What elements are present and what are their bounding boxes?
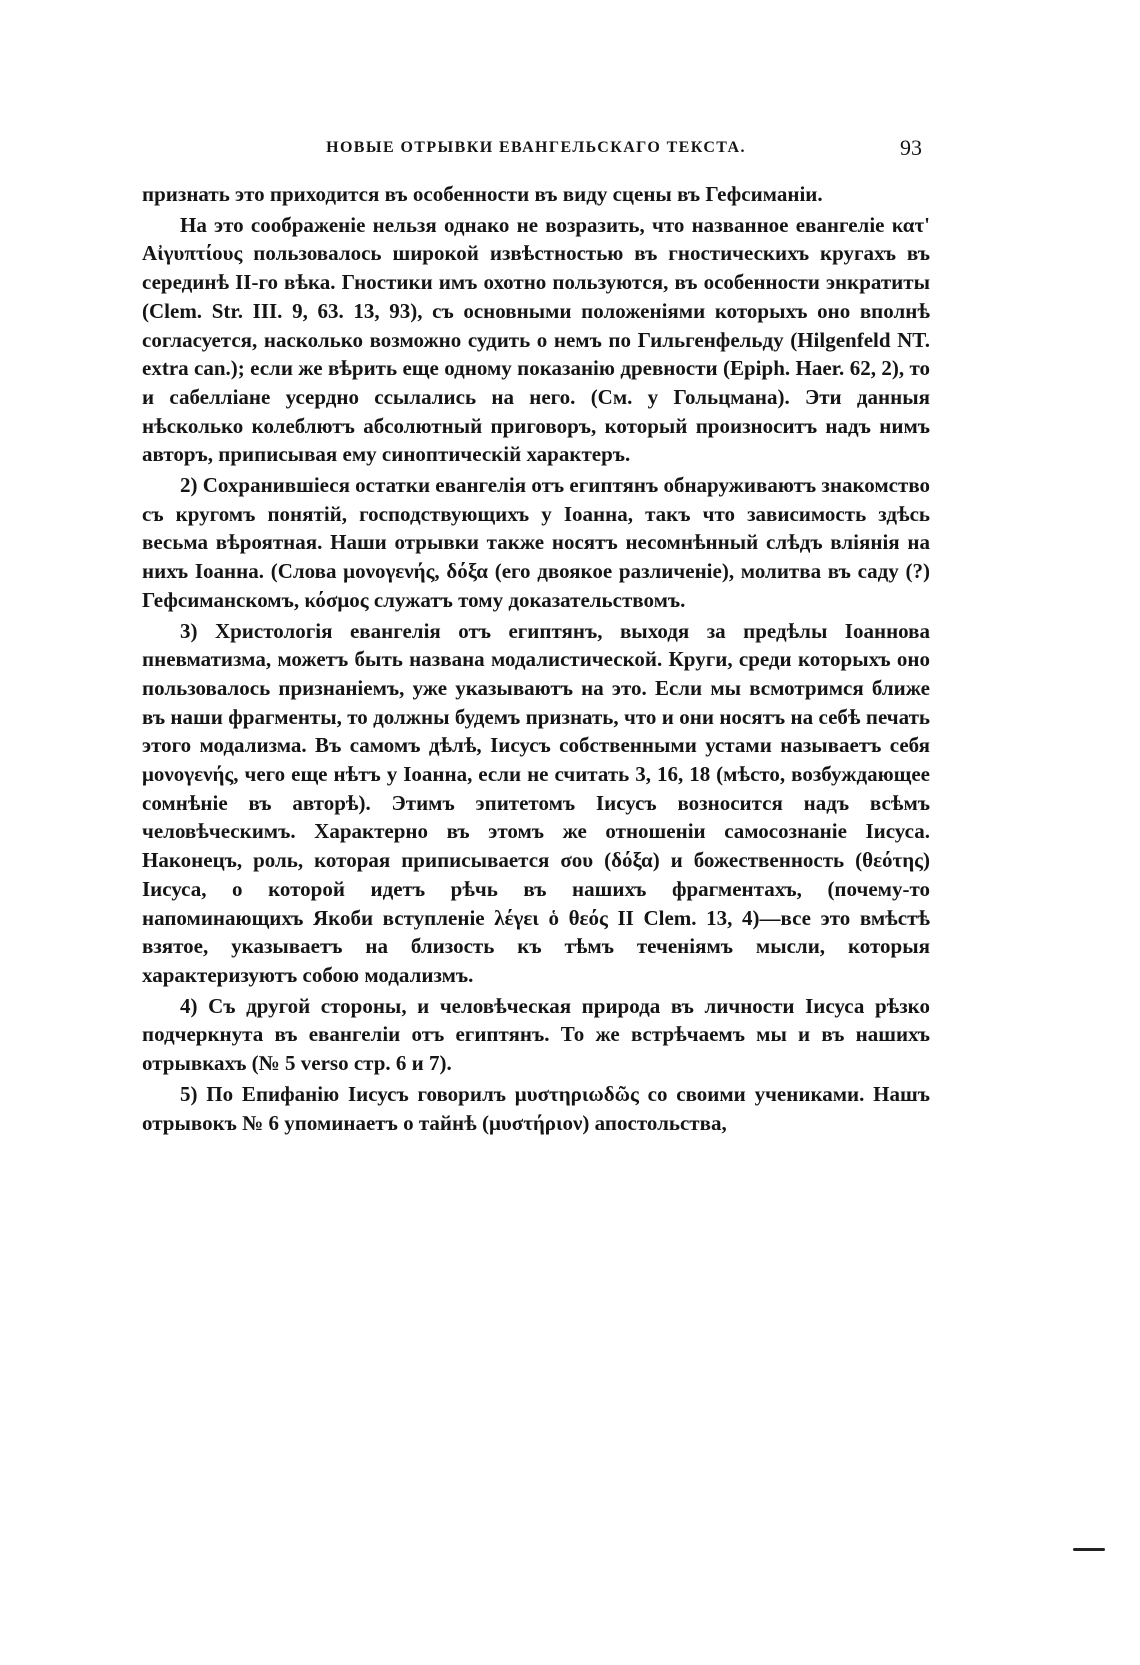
running-head bbox=[142, 128, 930, 168]
running-title: НОВЫЕ ОТРЫВКИ ЕВАНГЕЛЬСКАГО ТЕКСТА. bbox=[326, 139, 746, 156]
paragraph-continuation: признать это приходится въ особенности въ виду сцены въ Гефсиманіи. bbox=[142, 182, 823, 206]
body-text bbox=[142, 180, 930, 1137]
paragraph-point-3: 3) Христологія евангелія отъ египтянъ, выходя за предѣлы Іоаннова пневматизма, можетъ быть названа модалистической. Круги, среди которыхъ оно пользовалось признаніемъ, уже указываютъ на это. Если мы всмотримся ближе въ наши фрагменты, то должны будемъ признать, что и они носятъ на себѣ печать этого модализма. Въ самомъ дѣлѣ, Іисусъ собственными устами называетъ себя μονογενής, чего еще нѣтъ у Іоанна, если не считать 3, 16, 18 (мѣсто, возбуждающее сомнѣніе въ авторѣ). Этимъ эпитетомъ Іисусъ возносится надъ всѣмъ человѣческимъ. Характерно въ этомъ же отношеніи самосознаніе Іисуса. Наконецъ, роль, которая приписывается σου (δόξα) и божественность (θεότης) Іисуса, о которой идетъ рѣчь въ нашихъ фрагментахъ, (почему-то напоминающихъ Якоби вступленіе λέγει ὁ θεός II Clem. 13, 4)—все это вмѣстѣ взятое, указываетъ на близость къ тѣмъ теченіямъ мысли, которыя характеризуютъ собою модализмъ. bbox=[142, 618, 930, 987]
paragraph-objection: На это соображеніе нельзя однако не возразить, что названное евангеліе κατ' Αἰγυπτίους пользовалось широкой извѣстностью въ гностическихъ кругахъ въ серединѣ II-го вѣка. Гностики имъ охотно пользуются, въ особенности энкратиты (Clem. Str. III. 9, 63. 13, 93), съ основными положеніями которыхъ оно вполнѣ согласуется, насколько возможно судить о немъ по Гильгенфельду (Hilgenfeld NT. extra can.); если же вѣрить еще одному показанію древности (Epiph. Haer. 62, 2), то и сабелліане усердно ссылались на него. (См. у Гольцмана). Эти данныя нѣсколько колеблютъ абсолютный приговоръ, который произноситъ надъ нимъ авторъ, приписывая ему синоптическій характеръ. bbox=[142, 212, 930, 467]
paragraph-point-4: 4) Съ другой стороны, и человѣческая природа въ личности Іисуса рѣзко подчеркнута въ евангеліи отъ египтянъ. То же встрѣчаемъ мы и въ нашихъ отрывкахъ (№ 5 verso стр. 6 и 7). bbox=[142, 993, 930, 1076]
page-number: 93 bbox=[900, 135, 922, 160]
paragraph-point-5: 5) По Епифанію Іисусъ говорилъ μυστηριωδῶς со своими учениками. Нашъ отрывокъ № 6 упоминаетъ о тайнѣ (μυστήριον) апостольства, bbox=[142, 1081, 930, 1135]
book-page bbox=[142, 128, 930, 1137]
paragraph-point-2: 2) Сохранившіеся остатки евангелія отъ египтянъ обнаруживаютъ знакомство съ кругомъ понятій, господствующихъ у Іоанна, такъ что зависимость здѣсь весьма вѣроятная. Наши отрывки также носятъ несомнѣнный слѣдъ вліянія на нихъ Іоанна. (Слова μονογενής, δόξα (его двоякое различеніе), молитва въ саду (?) Гефсиманскомъ, κόσμος служатъ тому доказательствомъ. bbox=[142, 473, 931, 612]
margin-dash-mark bbox=[1073, 1548, 1105, 1551]
